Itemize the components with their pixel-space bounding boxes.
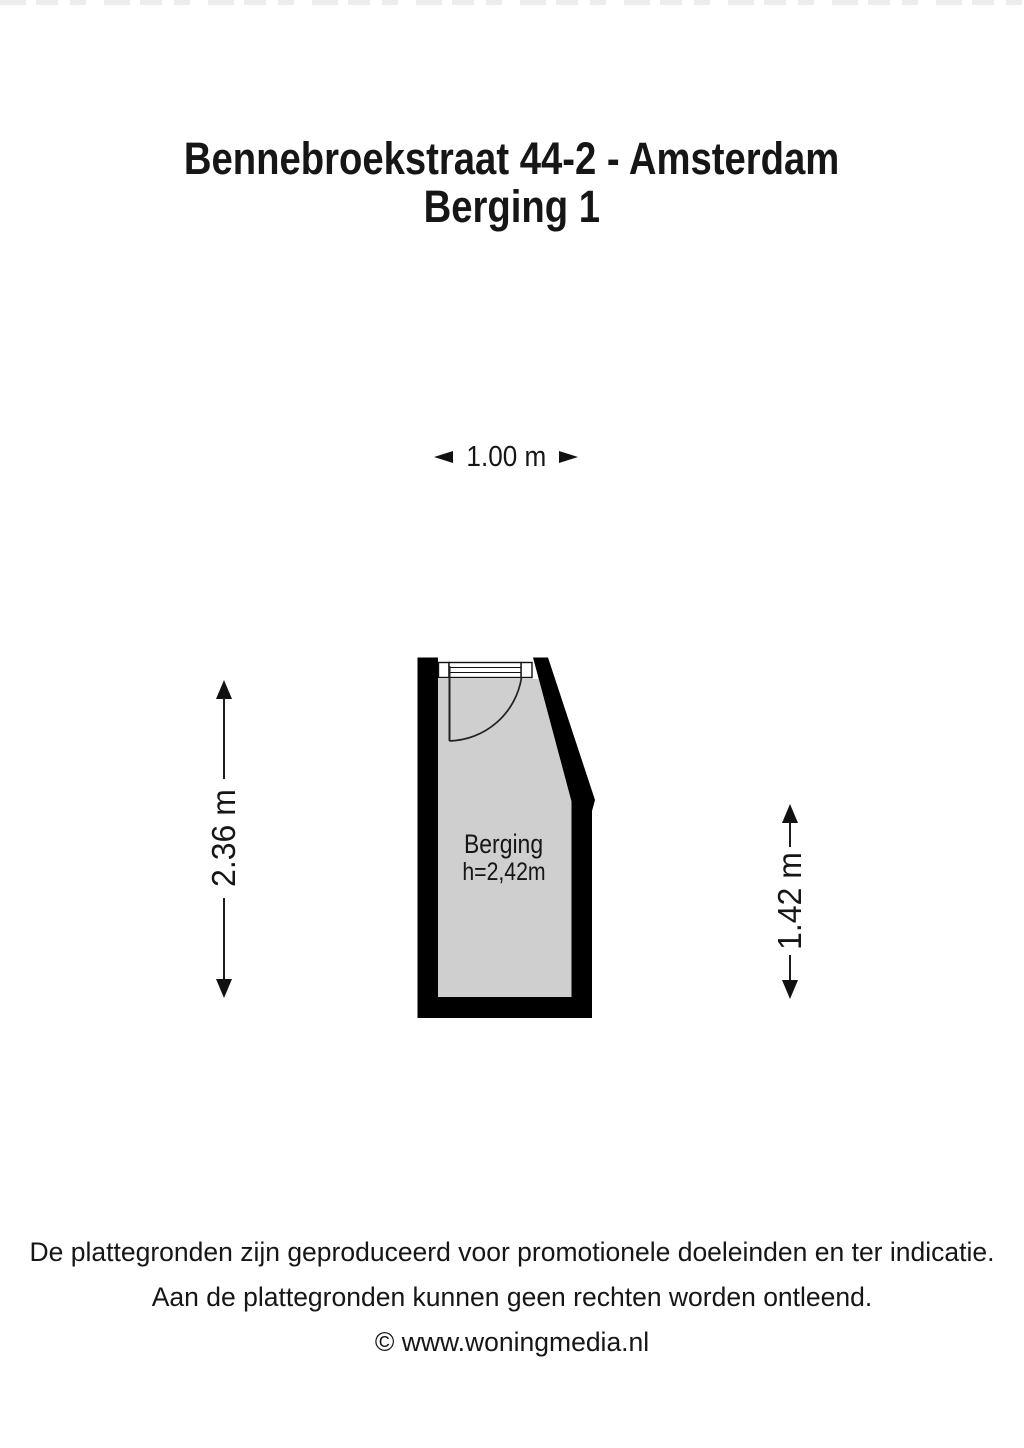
footer-disclaimer-line1: De plattegronden zijn geproduceerd voor promotionele doeleinden en ter indicatie.	[29, 1237, 995, 1267]
door-panel	[449, 663, 521, 678]
dimension-left-line	[223, 898, 225, 980]
footer-credit: © www.woningmedia.nl	[374, 1327, 650, 1357]
dimension-top-label: 1.00 m	[466, 441, 546, 473]
arrowhead-left-icon	[434, 451, 453, 463]
dimension-right-line	[789, 955, 791, 981]
arrowhead-down-icon	[216, 979, 232, 998]
wall-bottom	[418, 997, 593, 1018]
page-title-address-text: Bennebroekstraat 44-2 - Amsterdam	[184, 133, 840, 184]
scan-edge-artifact	[0, 0, 1024, 5]
footer-disclaimer-line2: Aan de plattegronden kunnen geen rechten worden ontleend.	[151, 1282, 873, 1312]
dimension-left-line	[223, 697, 225, 779]
room-ceiling-height-label: h=2,42m	[462, 858, 546, 886]
dimension-top-width	[406, 442, 606, 472]
page-title-address	[0, 133, 1024, 184]
arrowhead-right-icon	[559, 451, 578, 463]
page-title-room	[0, 181, 1024, 232]
dimension-left-label: 2.36 m	[205, 789, 242, 887]
room-name-label: Berging	[464, 829, 544, 859]
door-jamb-left	[439, 663, 450, 678]
door-jamb-right	[521, 663, 532, 678]
dimension-right-label: 1.42 m	[771, 852, 808, 950]
page-title-room-text: Berging 1	[423, 181, 601, 232]
arrowhead-down-icon	[782, 980, 798, 999]
